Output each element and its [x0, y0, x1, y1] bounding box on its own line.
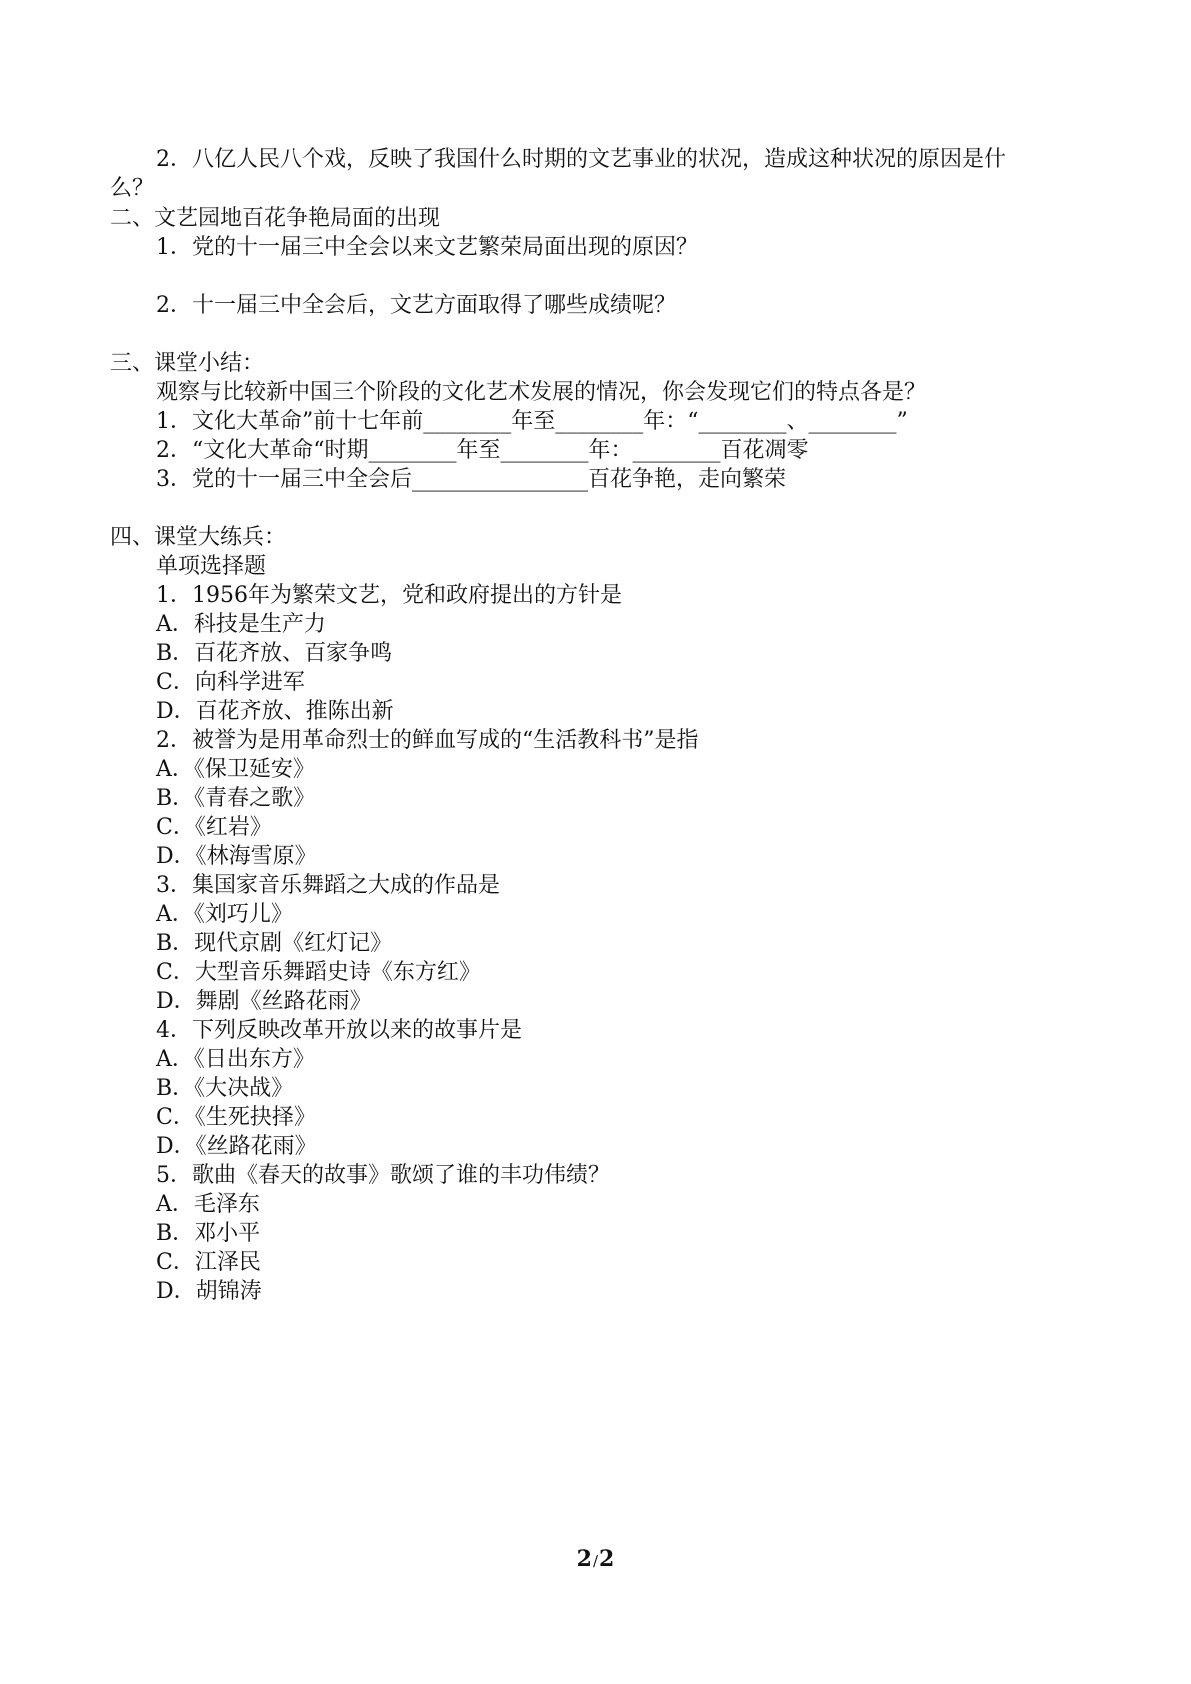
question-2-option-a: A．《保卫延安》 — [156, 757, 315, 782]
section-2-heading: 二、文艺园地百花争艳局面的出现 — [110, 206, 441, 231]
question-5-option-a: A．毛泽东 — [156, 1192, 260, 1217]
section-4-heading: 四、课堂大练兵： — [110, 525, 287, 550]
question-1-option-c: C．向科学进军 — [156, 670, 305, 695]
question-4-option-a: A．《日出东方》 — [156, 1047, 315, 1072]
question-1-option-d: D．百花齐放、推陈出新 — [156, 699, 394, 724]
question-4-option-d: D．《丝路花雨》 — [156, 1134, 317, 1159]
page-total: 2 — [599, 1546, 615, 1572]
summary-item-1: 1．文化大革命”前十七年前________年至________年：“________、________” — [156, 409, 908, 434]
question-2-option-c: C．《红岩》 — [156, 815, 272, 840]
section-4-subheading: 单项选择题 — [156, 554, 267, 579]
summary-item-2: 2．“文化大革命“时期________年至________年：________百花凋零 — [156, 438, 809, 463]
question-3-option-c: C．大型音乐舞蹈史诗《东方红》 — [156, 960, 481, 985]
question-3-option-d: D．舞剧《丝路花雨》 — [156, 989, 372, 1014]
question-3-option-a: A．《刘巧儿》 — [156, 902, 293, 927]
section-3-heading: 三、课堂小结： — [110, 351, 265, 376]
page-number — [0, 1546, 1191, 1572]
question-3-option-b: B．现代京剧《红灯记》 — [156, 931, 393, 956]
question-4-option-c: C．《生死抉择》 — [156, 1105, 316, 1130]
part1-question-2-line1: 2．八亿人民八个戏，反映了我国什么时期的文艺事业的状况，造成这种状况的原因是什 — [156, 147, 1006, 172]
question-4-option-b: B．《大决战》 — [156, 1076, 294, 1101]
question-2-option-d: D．《林海雪原》 — [156, 844, 317, 869]
page-current: 2 — [576, 1546, 592, 1572]
section-2-question-1: 1．党的十一届三中全会以来文艺繁荣局面出现的原因？ — [156, 235, 698, 260]
question-3-stem: 3．集国家音乐舞蹈之大成的作品是 — [156, 873, 500, 898]
part1-question-2-line2: 么？ — [110, 176, 155, 201]
question-5-stem: 5．歌曲《春天的故事》歌颂了谁的丰功伟绩？ — [156, 1163, 610, 1188]
page-separator: / — [592, 1552, 599, 1570]
section-3-intro: 观察与比较新中国三个阶段的文化艺术发展的情况，你会发现它们的特点各是？ — [156, 380, 927, 405]
question-1-option-b: B．百花齐放、百家争鸣 — [156, 641, 393, 666]
question-5-option-c: C．江泽民 — [156, 1250, 261, 1275]
summary-item-3: 3．党的十一届三中全会后________________百花争艳，走向繁荣 — [156, 467, 786, 492]
question-1-stem: 1．1956年为繁荣文艺，党和政府提出的方针是 — [156, 583, 622, 608]
question-5-option-d: D．胡锦涛 — [156, 1279, 262, 1304]
question-1-option-a: A．科技是生产力 — [156, 612, 326, 637]
question-2-stem: 2．被誉为是用革命烈士的鲜血写成的“生活教科书”是指 — [156, 728, 699, 753]
question-5-option-b: B．邓小平 — [156, 1221, 261, 1246]
question-2-option-b: B．《青春之歌》 — [156, 786, 316, 811]
section-2-question-2: 2．十一届三中全会后，文艺方面取得了哪些成绩呢？ — [156, 293, 676, 318]
question-4-stem: 4．下列反映改革开放以来的故事片是 — [156, 1018, 522, 1043]
